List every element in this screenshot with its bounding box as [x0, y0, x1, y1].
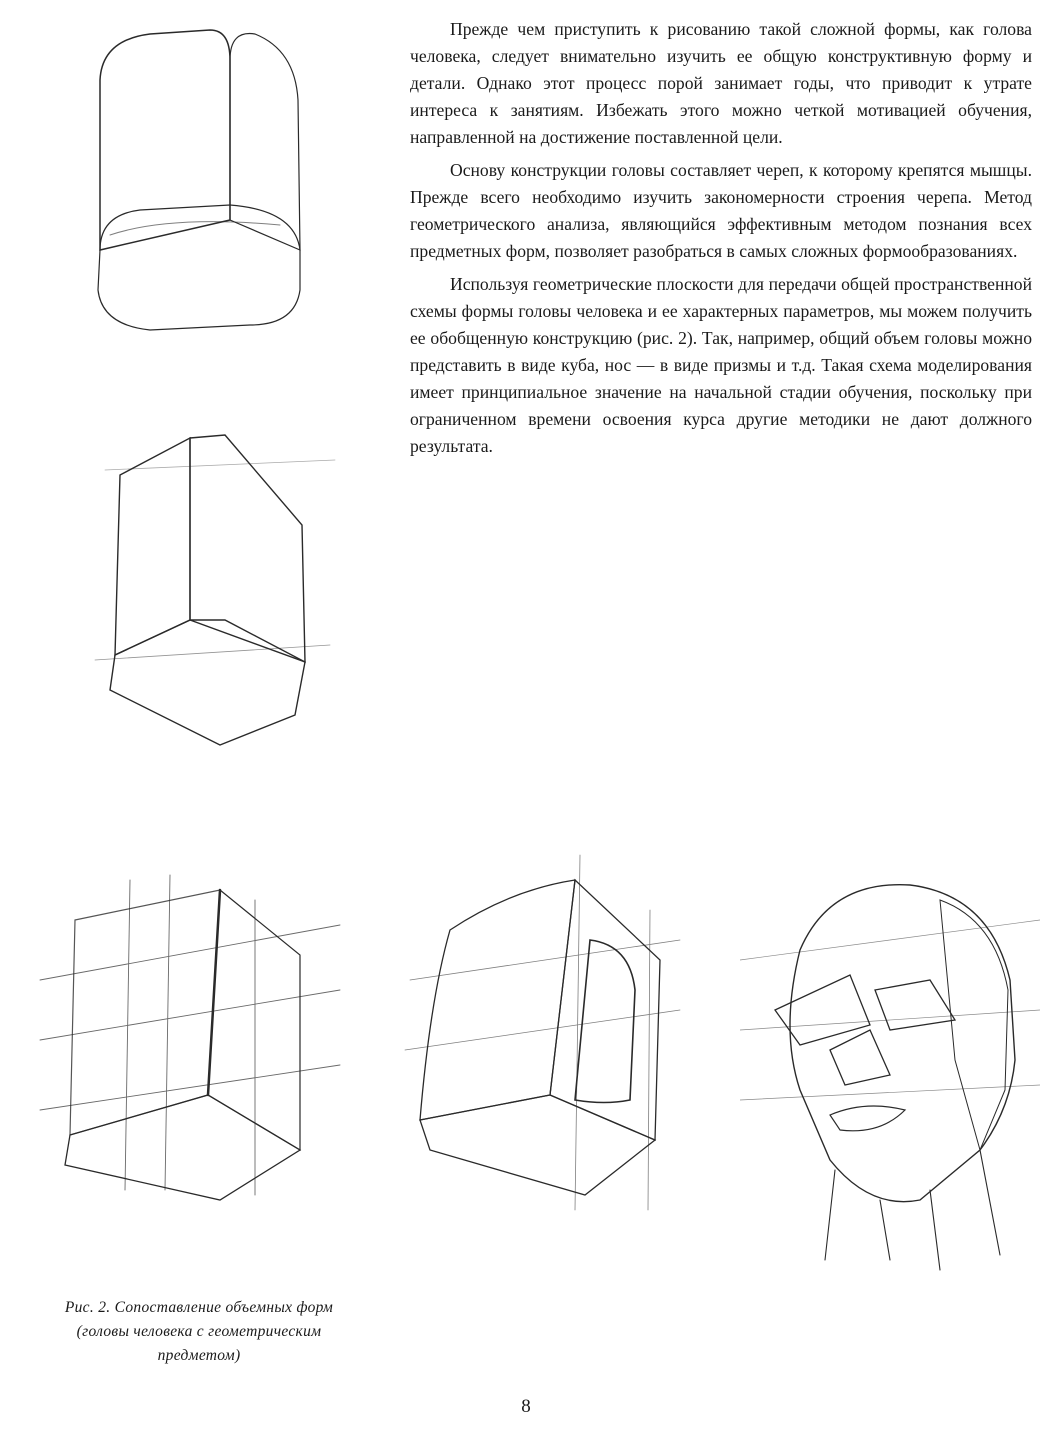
gridded-cube-sketch	[30, 860, 350, 1220]
caption-label: Рис. 2.	[64, 1299, 111, 1316]
caption-line-2: (головы человека с геометрическим	[76, 1323, 322, 1340]
body-text	[410, 16, 1032, 466]
page-number: 8	[521, 1396, 531, 1417]
paragraph-3: Используя геометрические плоскости для передачи общей пространственной схемы формы головы человека и ее характерных параметров, мы можем получить ее обобщенную конструкцию (рис. 2). Так, например, общий объем головы можно представить в виде куба, нос — в виде призмы и т.д. Такая схема моделирования имеет принципиальное значение на начальной стадии обучения, поскольку при ограниченном времени освоения курса другие методики не дают должного результата.	[410, 274, 1032, 456]
rounded-block-sketch	[80, 20, 320, 340]
caption-line-3: предметом)	[157, 1347, 241, 1364]
caption-line-1	[24, 1296, 374, 1320]
paragraph-1: Прежде чем приступить к рисованию такой сложной формы, как голова человека, следует внимательно изучить ее общую конструктивную форму и детали. Однако этот процесс порой занимает годы, что приводит к утрате интереса к занятиям. Избежать этого можно четкой мотивацией обучения, направленной на достижение поставленной цели.	[410, 19, 1032, 147]
cube-sketch	[90, 430, 350, 750]
paragraph-2: Основу конструкции головы составляет череп, к которому крепятся мышцы. Прежде всего необходимо изучить закономерности строения черепа. Метод геометрического анализа, являющийся эффективным методом познания всех предметных форм, позволяет разобраться в самых сложных формообразованиях.	[410, 160, 1032, 261]
head-construction-sketch	[740, 860, 1040, 1280]
figure-caption	[24, 1296, 374, 1368]
caption-title: Сопоставление объемных форм	[114, 1299, 334, 1316]
transitional-form-sketch	[390, 850, 690, 1220]
